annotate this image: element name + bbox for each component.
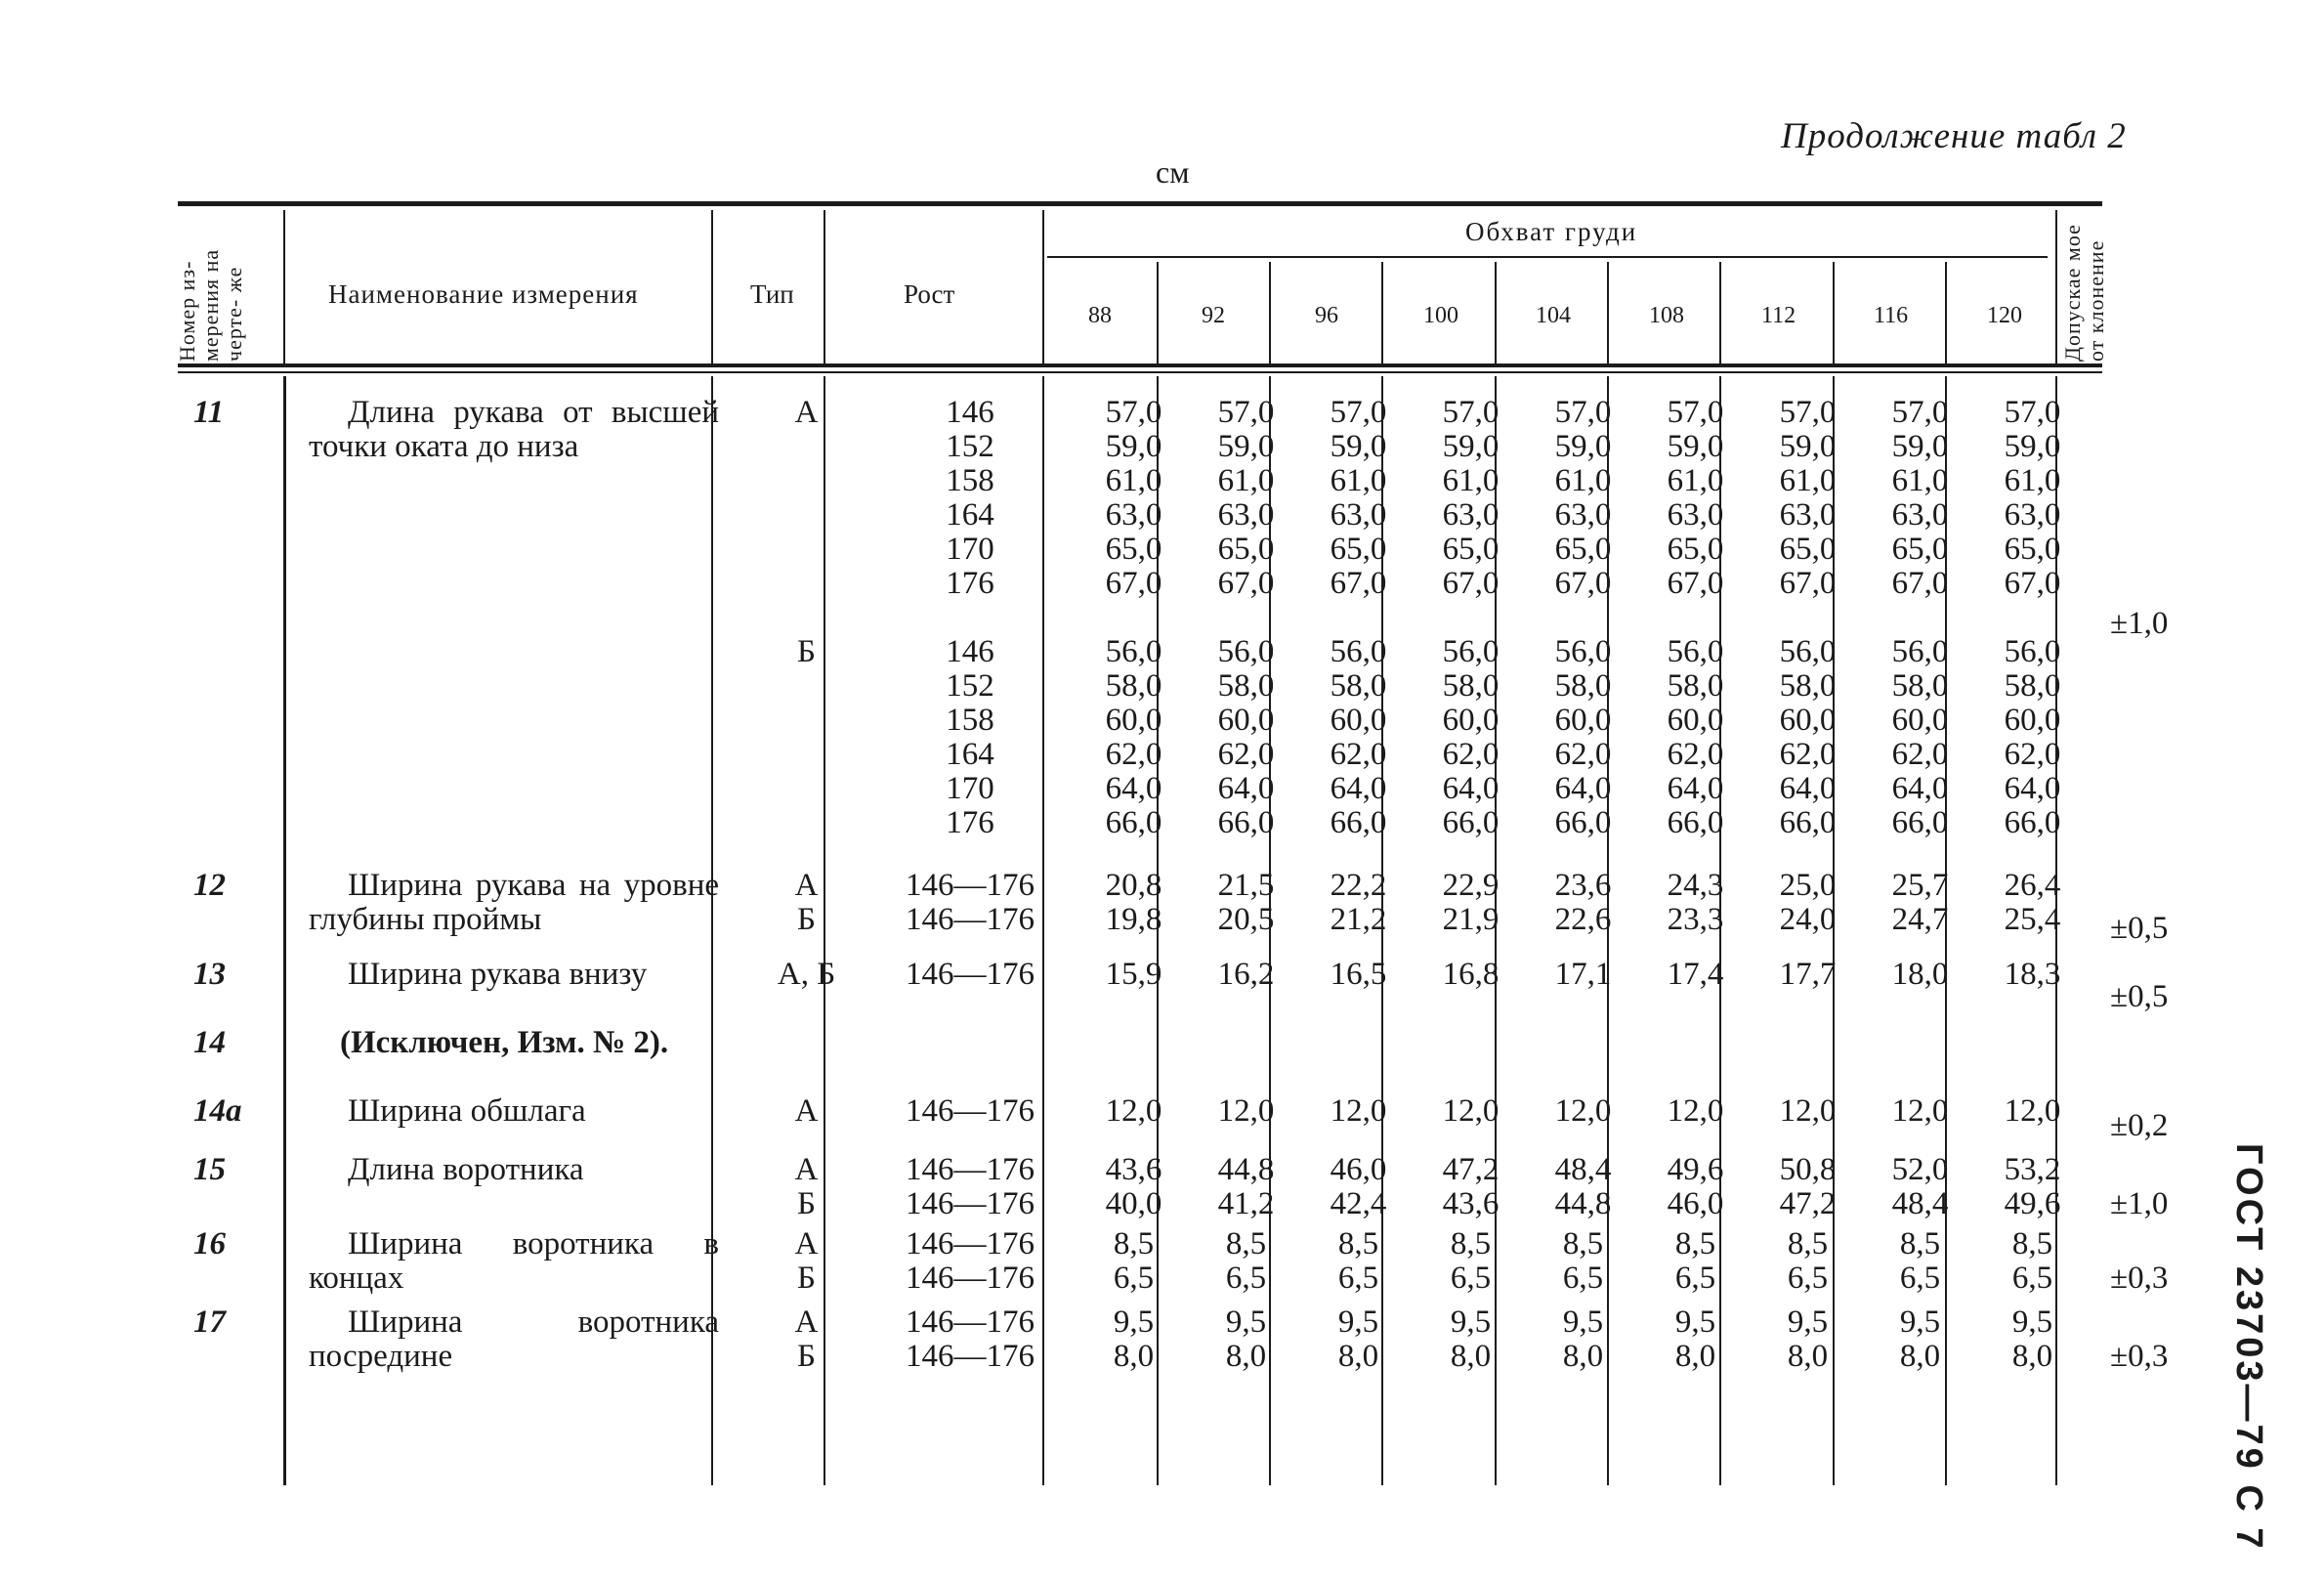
row-value: 8,5 6,5 bbox=[1225, 1226, 1267, 1296]
chest-size: 100 bbox=[1423, 303, 1458, 328]
row-value: 17,1 bbox=[1554, 957, 1612, 992]
row-value: 21,5 20,5 bbox=[1217, 868, 1275, 937]
row-value: 9,5 8,0 bbox=[1899, 1304, 1941, 1374]
row-type: А Б bbox=[794, 1304, 819, 1374]
header-chest: Обхват груди bbox=[1465, 217, 1638, 246]
chest-size: 96 bbox=[1315, 303, 1338, 328]
header-name: Наименование измерения bbox=[328, 279, 639, 309]
row-name: Длина воротника bbox=[348, 1152, 584, 1187]
row-value: 9,5 8,0 bbox=[2011, 1304, 2053, 1374]
row-value: 57,0 59,0 61,0 63,0 65,0 67,0 56,0 58,0 60,0 62,0 64,0 66,0 bbox=[1554, 395, 1612, 840]
row-value: 12,0 bbox=[1891, 1093, 1949, 1129]
side-document-label: ГОСТ 23703—79 С 7 bbox=[2228, 1143, 2269, 1552]
row-value: 57,0 59,0 61,0 63,0 65,0 67,0 56,0 58,0 60,0 62,0 64,0 66,0 bbox=[2004, 395, 2061, 840]
row-value: 43,6 40,0 bbox=[1105, 1152, 1162, 1221]
row-height: 146—176 bbox=[906, 1093, 1035, 1129]
row-type: А Б bbox=[794, 1152, 819, 1221]
chest-size: 116 bbox=[1874, 303, 1909, 328]
row-value: 16,2 bbox=[1217, 957, 1275, 992]
row-number: 16 bbox=[193, 1226, 226, 1261]
row-value: 25,7 24,7 bbox=[1891, 868, 1949, 937]
row-value: 12,0 bbox=[1217, 1093, 1275, 1129]
row-number: 14а bbox=[193, 1093, 242, 1129]
row-height: 146—176 146—176 bbox=[906, 1304, 1035, 1374]
row-type: А, Б bbox=[777, 957, 836, 992]
row-value: 52,0 48,4 bbox=[1891, 1152, 1949, 1221]
row-value: 9,5 8,0 bbox=[1337, 1304, 1379, 1374]
row-type: А Б bbox=[794, 1226, 819, 1296]
row-number: 13 bbox=[193, 957, 226, 992]
row-value: 12,0 bbox=[1554, 1093, 1612, 1129]
header-number: Номер из- мерения на черте- же bbox=[175, 248, 246, 362]
header-type: Тип bbox=[750, 279, 794, 309]
row-height: 146—176 146—176 bbox=[906, 1226, 1035, 1296]
table-row bbox=[179, 1221, 2168, 1296]
row-value: 12,0 bbox=[1667, 1093, 1724, 1129]
row-value: 9,5 8,0 bbox=[1225, 1304, 1267, 1374]
row-height: 146 152 158 164 170 176 146 152 158 164 170 176 bbox=[946, 395, 994, 840]
row-value: 44,8 41,2 bbox=[1217, 1152, 1275, 1221]
row-tolerance: ±0,5 bbox=[2110, 911, 2169, 946]
row-value: 49,6 46,0 bbox=[1667, 1152, 1724, 1221]
row-type: А bbox=[794, 1093, 819, 1129]
row-type: А Б bbox=[794, 395, 819, 669]
row-value: 8,5 6,5 bbox=[1337, 1226, 1379, 1296]
row-value: 57,0 59,0 61,0 63,0 65,0 67,0 56,0 58,0 60,0 62,0 64,0 66,0 bbox=[1779, 395, 1837, 840]
row-value: 9,5 8,0 bbox=[1113, 1304, 1155, 1374]
row-name: (Исключен, Изм. № 2). bbox=[340, 1025, 669, 1060]
row-value: 48,4 44,8 bbox=[1554, 1152, 1612, 1221]
row-value: 12,0 bbox=[1779, 1093, 1837, 1129]
row-value: 16,8 bbox=[1442, 957, 1500, 992]
row-number: 12 bbox=[193, 868, 226, 903]
row-value: 57,0 59,0 61,0 63,0 65,0 67,0 56,0 58,0 60,0 62,0 64,0 66,0 bbox=[1105, 395, 1162, 840]
row-value: 9,5 8,0 bbox=[1450, 1304, 1492, 1374]
unit-label: см bbox=[1156, 154, 1190, 190]
row-value: 24,3 23,3 bbox=[1667, 868, 1724, 937]
row-value: 46,0 42,4 bbox=[1330, 1152, 1387, 1221]
row-value: 9,5 8,0 bbox=[1562, 1304, 1604, 1374]
table-row bbox=[179, 851, 2168, 946]
row-value: 57,0 59,0 61,0 63,0 65,0 67,0 56,0 58,0 60,0 62,0 64,0 66,0 bbox=[1891, 395, 1949, 840]
row-value: 57,0 59,0 61,0 63,0 65,0 67,0 56,0 58,0 60,0 62,0 64,0 66,0 bbox=[1667, 395, 1724, 840]
row-value: 9,5 8,0 bbox=[1674, 1304, 1716, 1374]
row-value: 22,9 21,9 bbox=[1442, 868, 1500, 937]
row-value: 18,3 bbox=[2004, 957, 2061, 992]
row-name: Ширина рукава внизу bbox=[348, 957, 648, 992]
row-value: 57,0 59,0 61,0 63,0 65,0 67,0 56,0 58,0 60,0 62,0 64,0 66,0 bbox=[1330, 395, 1387, 840]
row-value: 8,5 6,5 bbox=[2011, 1226, 2053, 1296]
row-value: 12,0 bbox=[1330, 1093, 1387, 1129]
chest-size: 92 bbox=[1202, 303, 1225, 328]
row-name: Ширина воротника посредине bbox=[309, 1304, 719, 1374]
row-value: 8,5 6,5 bbox=[1450, 1226, 1492, 1296]
table-row bbox=[179, 1143, 2168, 1221]
chest-size: 112 bbox=[1761, 303, 1796, 328]
row-height: 146—176 146—176 bbox=[906, 868, 1035, 937]
chest-size: 88 bbox=[1088, 303, 1112, 328]
row-value: 17,4 bbox=[1667, 957, 1724, 992]
row-value: 57,0 59,0 61,0 63,0 65,0 67,0 56,0 58,0 60,0 62,0 64,0 66,0 bbox=[1442, 395, 1500, 840]
row-tolerance: ±0,3 bbox=[2110, 1261, 2169, 1296]
row-number: 15 bbox=[193, 1152, 226, 1187]
row-value: 26,4 25,4 bbox=[2004, 868, 2061, 937]
row-value: 18,0 bbox=[1891, 957, 1949, 992]
row-tolerance: ±1,0 bbox=[2110, 605, 2169, 641]
row-value: 23,6 22,6 bbox=[1554, 868, 1612, 937]
chest-size: 120 bbox=[1987, 303, 2022, 328]
row-value: 8,5 6,5 bbox=[1787, 1226, 1829, 1296]
row-type: А Б bbox=[794, 868, 819, 937]
chest-size: 104 bbox=[1536, 303, 1571, 328]
row-tolerance: ±0,2 bbox=[2110, 1108, 2169, 1143]
row-value: 8,5 6,5 bbox=[1562, 1226, 1604, 1296]
table-row bbox=[179, 1081, 2168, 1143]
row-value: 47,2 43,6 bbox=[1442, 1152, 1500, 1221]
row-name: Длина рукава от высшей точки оката до низа bbox=[309, 395, 719, 464]
row-value: 12,0 bbox=[1105, 1093, 1162, 1129]
table-row bbox=[179, 396, 2168, 851]
row-number: 11 bbox=[193, 395, 225, 430]
header-height: Рост bbox=[904, 279, 955, 309]
row-value: 16,5 bbox=[1330, 957, 1387, 992]
table-row bbox=[179, 1296, 2168, 1374]
row-value: 25,0 24,0 bbox=[1779, 868, 1837, 937]
row-value: 8,5 6,5 bbox=[1113, 1226, 1155, 1296]
row-value: 50,8 47,2 bbox=[1779, 1152, 1837, 1221]
row-value: 15,9 bbox=[1105, 957, 1162, 992]
row-tolerance: ±0,3 bbox=[2110, 1339, 2169, 1374]
row-name: Ширина обшлага bbox=[348, 1093, 586, 1129]
row-name: Ширина рукава на уровне глубины проймы bbox=[309, 868, 719, 937]
row-name: Ширина воротника в концах bbox=[309, 1226, 719, 1296]
row-value: 8,5 6,5 bbox=[1674, 1226, 1716, 1296]
measurements-table bbox=[179, 396, 2168, 1374]
row-value: 20,8 19,8 bbox=[1105, 868, 1162, 937]
row-value: 9,5 8,0 bbox=[1787, 1304, 1829, 1374]
row-value: 12,0 bbox=[2004, 1093, 2061, 1129]
row-value: 22,2 21,2 bbox=[1330, 868, 1387, 937]
row-tolerance: ±0,5 bbox=[2110, 979, 2169, 1014]
row-number: 14 bbox=[193, 1025, 226, 1060]
table-caption: Продолжение табл 2 bbox=[1781, 116, 2127, 156]
row-number: 17 bbox=[193, 1304, 226, 1340]
chest-size: 108 bbox=[1649, 303, 1684, 328]
row-value: 53,2 49,6 bbox=[2004, 1152, 2061, 1221]
row-value: 12,0 bbox=[1442, 1093, 1500, 1129]
table-row bbox=[179, 946, 2168, 1014]
row-tolerance: ±1,0 bbox=[2110, 1186, 2169, 1221]
header-tolerance: Допускае мое от клонение bbox=[2060, 224, 2108, 362]
table-row bbox=[179, 1014, 2168, 1081]
row-value: 8,5 6,5 bbox=[1899, 1226, 1941, 1296]
row-value: 57,0 59,0 61,0 63,0 65,0 67,0 56,0 58,0 60,0 62,0 64,0 66,0 bbox=[1217, 395, 1275, 840]
row-value: 17,7 bbox=[1779, 957, 1837, 992]
row-height: 146—176 146—176 bbox=[906, 1152, 1035, 1221]
row-height: 146—176 bbox=[906, 957, 1035, 992]
